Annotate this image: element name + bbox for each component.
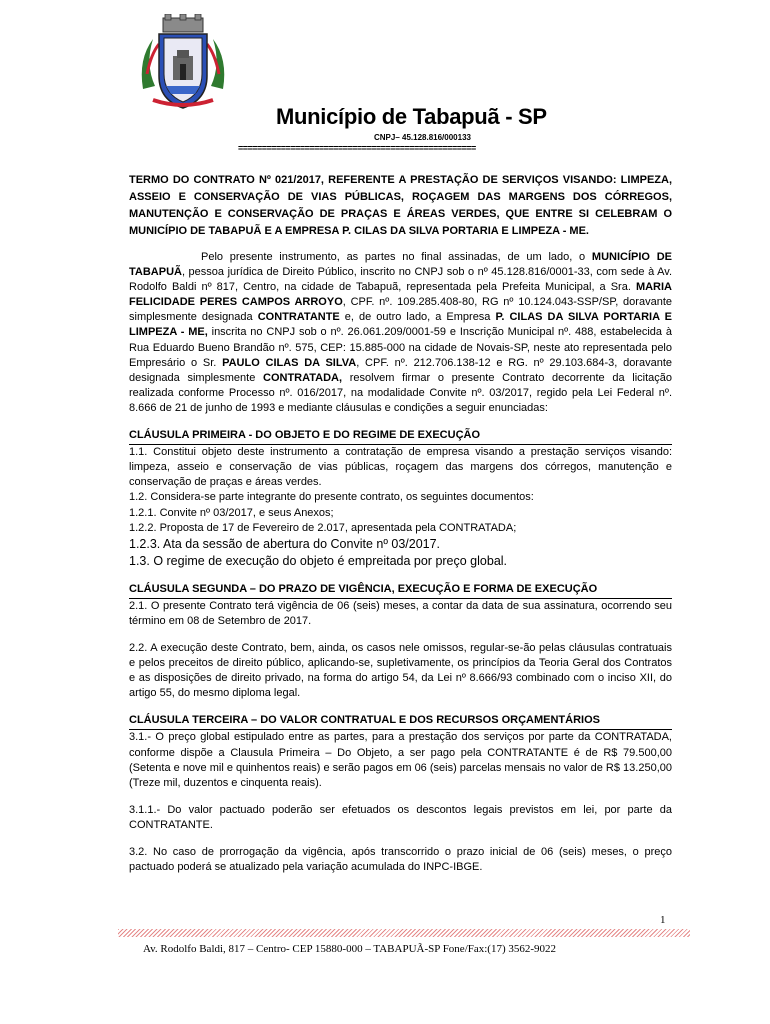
clause-1-title: CLÁUSULA PRIMEIRA - DO OBJETO E DO REGIME DE EXECUÇÃO <box>129 428 672 445</box>
intro-text: inscrita no CNPJ sob o nº. 26.061.209/0001-59 e Inscrição Municipal nº. 488, estabelecida à Rua Eduardo Bueno Brandão nº. 575, CEP: 15.885-000 na cidade de Novais-SP, neste ato representada pelo Empresário o Sr. <box>129 326 672 369</box>
intro-bold: MUNICÍPIO DE TABAPUÃ <box>129 251 672 279</box>
municipality-title: Município de Tabapuã - SP <box>276 104 547 129</box>
intro-paragraph <box>129 250 672 416</box>
document-body <box>129 172 672 875</box>
clause-3-2: 3.2. No caso de prorrogação da vigência, após transcorrido o prazo inicial de 06 (seis) meses, o preço pactuado poderá se atualizado pela variação acumulada do INPC-IBGE. <box>129 846 672 874</box>
intro-bold: CONTRATANTE <box>257 311 340 324</box>
clause-1-1: 1.1. Constitui objeto deste instrumento a contratação de empresa visando a prestação serviços visando: limpeza, asseio e conservação de vias públicas, roçagem das margens dos córregos, manutenção e conservação de praças e áreas verdes. <box>129 446 672 489</box>
clause-1-3: 1.3. O regime de execução do objeto é empreitada por preço global. <box>129 553 508 568</box>
footer-address: Av. Rodolfo Baldi, 817 – Centro- CEP 15880-000 – TABAPUÃ-SP Fone/Fax:(17) 3562-9022 <box>143 943 557 955</box>
clause-1-2-3: 1.2.3. Ata da sessão de abertura do Convite nº 03/2017. <box>129 536 441 551</box>
intro-bold: CONTRATADA, <box>263 371 343 384</box>
clause-2-1: 2.1. O presente Contrato terá vigência de 06 (seis) meses, a contar da data de sua assinatura, ocorrendo seu término em 08 de Setembro de 2017. <box>129 599 672 627</box>
intro-text: , pessoa jurídica de Direito Público, inscrito no CNPJ sob o nº 45.128.816/0001-33, com sede à Av. Rodolfo Baldi nº 817, Centro, na cidade de Tabapuã, representada pela Prefeita Municipal, a Sra. <box>129 266 672 294</box>
intro-bold: MARIA FELICIDADE PERES CAMPOS ARROYO <box>129 281 672 309</box>
clause-2-2: 2.2. A execução deste Contrato, bem, ainda, os casos nele omissos, regular-se-ão pelas cláusulas contratuais e pelos preceitos de direito público, aplicando-se, supletivamente, os princípios da Teoria Geral dos Contratos e as disposições de direito privado, na forma do artigo 54, da Lei nº 8.666/93 combinado com o inciso XII, do artigo 55, do mesmo diploma legal. <box>129 641 672 700</box>
intro-text: , CPF. nº. 212.706.138-12 e RG. nº 29.103.684-3, doravante designada simplesmente <box>129 356 672 384</box>
intro-bold: PAULO CILAS DA SILVA <box>222 356 357 369</box>
page-number: 1 <box>660 914 666 926</box>
footer-divider <box>118 929 690 937</box>
clause-1-2-2: 1.2.2. Proposta de 17 de Fevereiro de 2.017, apresentada pela CONTRATADA; <box>129 521 517 534</box>
clause-1-2-1: 1.2.1. Convite nº 03/2017, e seus Anexos; <box>129 506 334 519</box>
clause-3-1: 3.1.- O preço global estipulado entre as partes, para a prestação dos serviços por parte da CONTRATADA, conforme dispõe a Clausula Primeira – Do Objeto, a ser pago pela CONTRATANTE é de R$ 79.500,00 (Setenta e nove mil e quinhentos reais) e serão pagos em 06 (seis) parcelas mensais no valor de R$ 13.250,00 (Treze mil, duzentos e cinquenta reais). <box>129 731 672 789</box>
intro-bold: P. CILAS DA SILVA PORTARIA E LIMPEZA - ME, <box>129 311 672 339</box>
clause-3-1-1: 3.1.1.- Do valor pactuado poderão ser efetuados os descontos legais previstos em lei, por parte da CONTRATANTE. <box>129 803 672 831</box>
contract-heading: TERMO DO CONTRATO Nº 021/2017, REFERENTE A PRESTAÇÃO DE SERVIÇOS VISANDO: LIMPEZA, ASSEIO E CONSERVAÇÃO DE VIAS PÚBLICAS, ROÇAGEM DAS MARGENS DOS CÓRREGOS, MANUTENÇÃO E CONSERVAÇÃO DE PRAÇAS E ÁREAS VERDES, QUE ENTRE SI CELEBRAM O MUNICÍPIO DE TABAPUÃ E A EMPRESA P. CILAS DA SILVA PORTARIA E LIMPEZA - ME. <box>129 174 672 237</box>
intro-text: Pelo presente instrumento, as partes no final assinadas, de um lado, o <box>201 251 592 263</box>
header-rule: ================================================== <box>238 143 476 153</box>
clause-1-2: 1.2. Considera-se parte integrante do presente contrato, os seguintes documentos: <box>129 491 534 504</box>
intro-text: resolvem firmar o presente Contrato decorrente da licitação realizada conforme Processo nº. 016/2017, na modalidade Convite nº. 03/2017, regido pela Lei Federal nº. 8.666 de 21 de junho de 1993 e mediante cláusulas e condições a seguir enunciadas: <box>129 371 672 414</box>
intro-text: , CPF. nº. 109.285.408-80, RG nº 10.124.043-SSP/SP, doravante simplesmente designada <box>129 296 672 324</box>
clause-2-title: CLÁUSULA SEGUNDA – DO PRAZO DE VIGÊNCIA, EXECUÇÃO E FORMA DE EXECUÇÃO <box>129 582 672 599</box>
municipal-crest-emblem <box>133 14 233 114</box>
intro-text: e, de outro lado, a Empresa <box>339 311 496 324</box>
cnpj-line: CNPJ– 45.128.816/000133 <box>374 133 471 142</box>
clause-3-title: CLÁUSULA TERCEIRA – DO VALOR CONTRATUAL E DOS RECURSOS ORÇAMENTÁRIOS <box>129 713 672 730</box>
